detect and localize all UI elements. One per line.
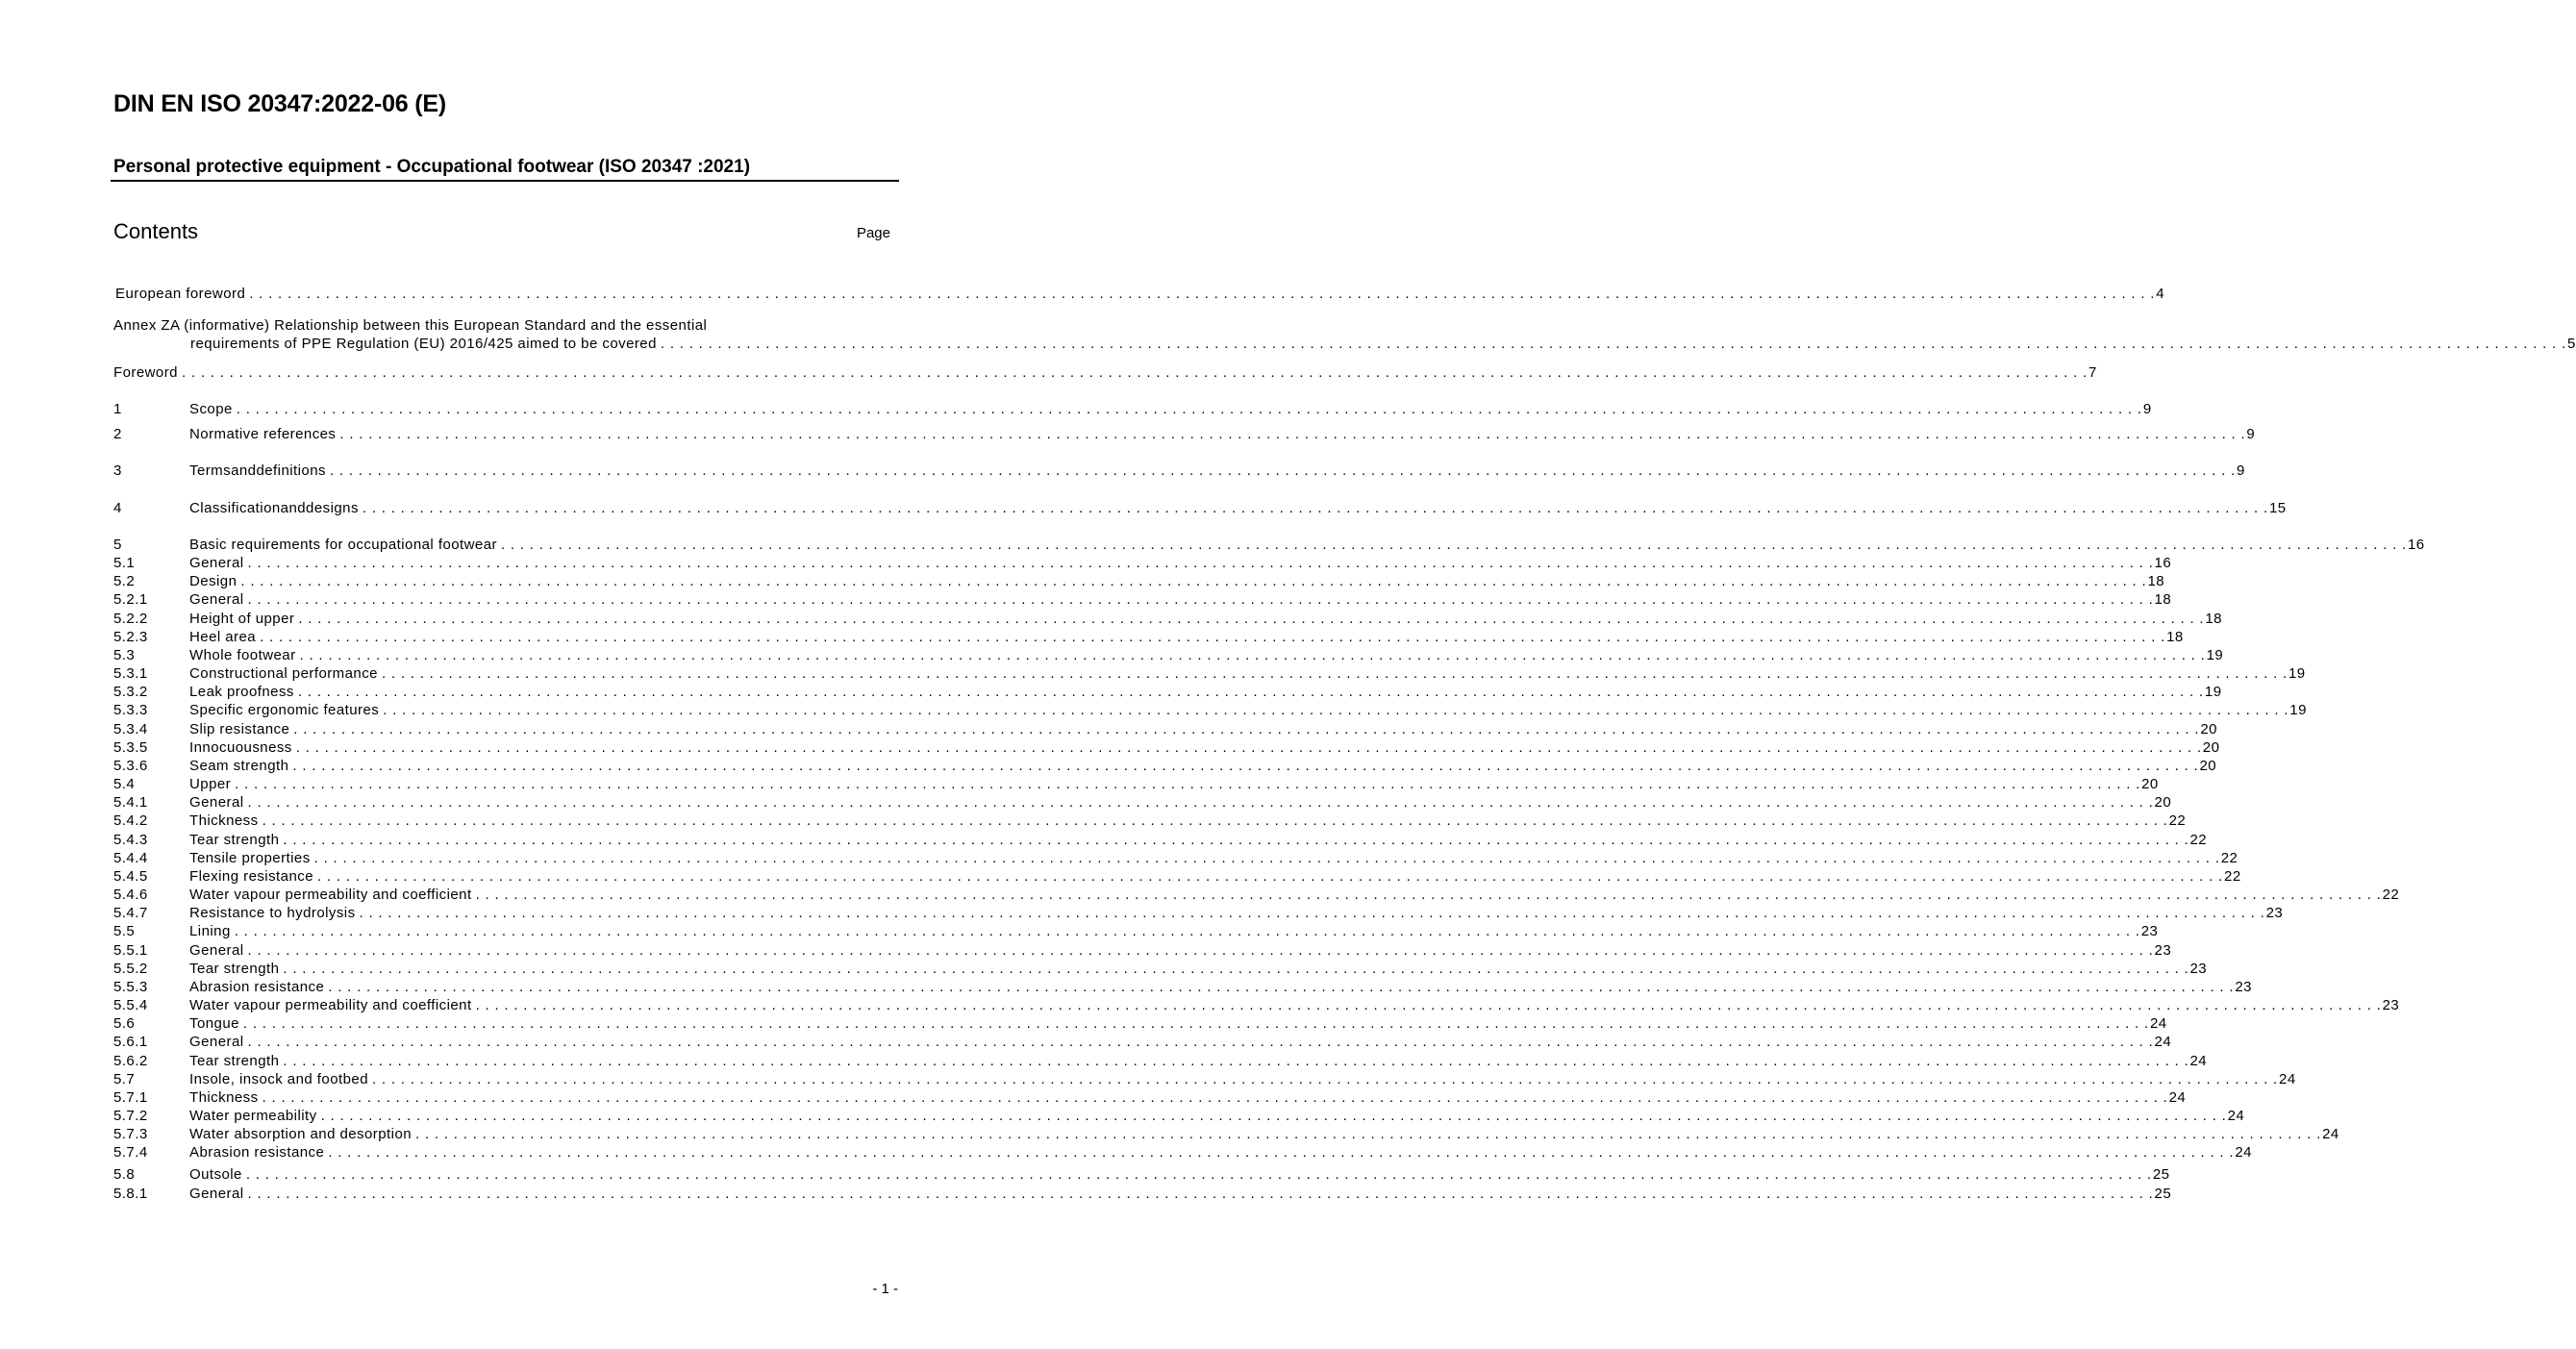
toc-entry[interactable] [113,1185,2172,1203]
toc-entry-page: 18 [2154,591,2172,608]
toc-entry[interactable] [113,683,2222,701]
toc-entry[interactable] [113,812,2187,830]
toc-entry-page: 19 [2288,665,2306,682]
toc-dot-leader: . . . . . . . . . . . . . . . . . . . . . . . . . . . . . . . . . . . . . . . . . . . . . . . . . . . . . . . . . . . . . . . . . . . . . . . . . . . . . . . . . . . . . . . . . . . . . . . . . . . . . . . . . . . . . . . . . . . . . . . . . . . . . . . . . . . . . . . . . . . . . . . . . . . . . . . . . . . . . . . . . . . . . . . . . . . . . . . . . . . . . . . . . . . . . . . . . . . . . . . . [249,286,2156,302]
toc-entry-number: 5.7.4 [113,1144,148,1161]
toc-entry-title: Abrasion resistance [189,979,325,995]
footer-page-number: - 1 - [872,1281,898,1297]
toc-entry-page: 24 [2189,1053,2208,1069]
toc-entry-number: 5.3.2 [113,684,148,700]
toc-entry-title: Foreword [113,364,178,381]
toc-dot-leader: . . . . . . . . . . . . . . . . . . . . . . . . . . . . . . . . . . . . . . . . . . . . . . . . . . . . . . . . . . . . . . . . . . . . . . . . . . . . . . . . . . . . . . . . . . . . . . . . . . . . . . . . . . . . . . . . . . . . . . . . . . . . . . . . . . . . . . . . . . . . . . . . . . . . . . . . . . . . . . . . . . . . . . . . . . . . . . . . . . . . . . . . . . . . . . . . . . . . . . . . [247,555,2154,571]
toc-entry[interactable] [113,363,2097,382]
toc-entry[interactable] [113,922,2159,940]
toc-entry-title: Water absorption and desorption [189,1126,413,1142]
toc-entry-page: 24 [2279,1071,2296,1087]
toc-entry-title: European foreword [115,286,246,302]
toc-dot-leader: . . . . . . . . . . . . . . . . . . . . . . . . . . . . . . . . . . . . . . . . . . . . . . . . . . . . . . . . . . . . . . . . . . . . . . . . . . . . . . . . . . . . . . . . . . . . . . . . . . . . . . . . . . . . . . . . . . . . . . . . . . . . . . . . . . . . . . . . . . . . . . . . . . . . . . . . . . . . . . . . . . . . . . . . . . . . . . . . . . . . . . . . . . . . . . . . . . . . . . . . [181,364,2088,381]
toc-entry[interactable] [113,610,2222,628]
toc-entry[interactable] [113,1033,2172,1051]
toc-dot-leader: . . . . . . . . . . . . . . . . . . . . . . . . . . . . . . . . . . . . . . . . . . . . . . . . . . . . . . . . . . . . . . . . . . . . . . . . . . . . . . . . . . . . . . . . . . . . . . . . . . . . . . . . . . . . . . . . . . . . . . . . . . . . . . . . . . . . . . . . . . . . . . . . . . . . . . . . . . . . . . . . . . . . . . . . . . . . . . . . . . . . . . . . . . . . . . . . . . . . . . . . [283,832,2189,848]
toc-entry[interactable] [113,849,2238,867]
toc-entry[interactable] [113,1088,2187,1107]
toc-entry-page: 4 [2156,286,2165,302]
toc-entry-number: 5.4.6 [113,887,148,903]
toc-entry-number: 5.8 [113,1166,136,1183]
toc-entry[interactable] [115,285,2165,303]
toc-entry[interactable] [113,886,2400,904]
page-column-heading: Page [856,225,890,241]
toc-entry-page: 22 [2168,812,2187,829]
toc-entry-title: Scope [189,401,233,417]
toc-entry-title: Tear strength [189,832,280,848]
toc-entry-page: 23 [2189,961,2208,977]
toc-entry[interactable] [113,628,2184,646]
toc-entry-page: 19 [2289,702,2307,718]
toc-entry[interactable] [113,1014,2167,1033]
toc-entry-page: 9 [2237,462,2245,479]
toc-dot-leader: . . . . . . . . . . . . . . . . . . . . . . . . . . . . . . . . . . . . . . . . . . . . . . . . . . . . . . . . . . . . . . . . . . . . . . . . . . . . . . . . . . . . . . . . . . . . . . . . . . . . . . . . . . . . . . . . . . . . . . . . . . . . . . . . . . . . . . . . . . . . . . . . . . . . . . . . . . . . . . . . . . . . . . . . . . . . . . . . . . . . . . . . . . . . . . . . . . . . . . . . [328,1144,2235,1161]
toc-entry-number: 5.7.3 [113,1126,148,1142]
toc-entry-title: Tongue [189,1015,239,1032]
toc-entry-page: 23 [2382,997,2400,1013]
toc-dot-leader: . . . . . . . . . . . . . . . . . . . . . . . . . . . . . . . . . . . . . . . . . . . . . . . . . . . . . . . . . . . . . . . . . . . . . . . . . . . . . . . . . . . . . . . . . . . . . . . . . . . . . . . . . . . . . . . . . . . . . . . . . . . . . . . . . . . . . . . . . . . . . . . . . . . . . . . . . . . . . . . . . . . . . . . . . . . . . . . . . . . . . . . . . . . . . . . . . . . . . . . . [475,887,2382,903]
toc-dot-leader: . . . . . . . . . . . . . . . . . . . . . . . . . . . . . . . . . . . . . . . . . . . . . . . . . . . . . . . . . . . . . . . . . . . . . . . . . . . . . . . . . . . . . . . . . . . . . . . . . . . . . . . . . . . . . . . . . . . . . . . . . . . . . . . . . . . . . . . . . . . . . . . . . . . . . . . . . . . . . . . . . . . . . . . . . . . . . . . . . . . . . . . . . . . . . . . . . . . . . . . . [247,794,2154,811]
toc-entry[interactable] [113,701,2307,719]
toc-entry[interactable] [113,720,2217,738]
toc-entry-number: 5.2.2 [113,611,148,627]
toc-dot-leader: . . . . . . . . . . . . . . . . . . . . . . . . . . . . . . . . . . . . . . . . . . . . . . . . . . . . . . . . . . . . . . . . . . . . . . . . . . . . . . . . . . . . . . . . . . . . . . . . . . . . . . . . . . . . . . . . . . . . . . . . . . . . . . . . . . . . . . . . . . . . . . . . . . . . . . . . . . . . . . . . . . . . . . . . . . . . . . . . . . . . . . . . . . . . . . . . . . . . . . . . [240,573,2147,589]
toc-entry-number: 5.3.6 [113,758,148,774]
toc-entry-page: 22 [2382,887,2400,903]
toc-dot-leader: . . . . . . . . . . . . . . . . . . . . . . . . . . . . . . . . . . . . . . . . . . . . . . . . . . . . . . . . . . . . . . . . . . . . . . . . . . . . . . . . . . . . . . . . . . . . . . . . . . . . . . . . . . . . . . . . . . . . . . . . . . . . . . . . . . . . . . . . . . . . . . . . . . . . . . . . . . . . . . . . . . . . . . . . . . . . . . . . . . . . . . . . . . . . . . . . . . . . . . . . [372,1071,2279,1087]
contents-heading: Contents [113,219,199,243]
toc-entry-title-line1: Annex ZA (informative) Relationship between this European Standard and the essential [113,317,708,334]
toc-entry-title: General [189,794,244,811]
toc-entry-page: 5 [2566,336,2576,352]
toc-entry-title: Constructional performance [189,665,378,682]
toc-entry-title: Classificationanddesigns [189,500,359,516]
toc-entry-number: 5.1 [113,555,136,571]
toc-entry-title: Innocuousness [189,739,292,756]
toc-entry-page: 23 [2140,923,2159,939]
toc-entry-number: 5.5.2 [113,961,148,977]
toc-entry[interactable] [113,793,2172,812]
toc-dot-leader: . . . . . . . . . . . . . . . . . . . . . . . . . . . . . . . . . . . . . . . . . . . . . . . . . . . . . . . . . . . . . . . . . . . . . . . . . . . . . . . . . . . . . . . . . . . . . . . . . . . . . . . . . . . . . . . . . . . . . . . . . . . . . . . . . . . . . . . . . . . . . . . . . . . . . . . . . . . . . . . . . . . . . . . . . . . . . . . . . . . . . . . . . . . . . . . . . . . . . . . . [329,462,2236,479]
toc-entry-number: 5.4.2 [113,812,148,829]
toc-entry-number: 5.5.1 [113,942,148,959]
toc-entry[interactable] [113,499,2287,517]
toc-entry[interactable] [113,335,2576,353]
toc-entry-title: Tear strength [189,1053,280,1069]
toc-entry-number: 5.4.1 [113,794,148,811]
toc-entry[interactable] [113,941,2172,960]
toc-entry-page: 19 [2204,684,2222,700]
toc-entry-number: 5.6 [113,1015,136,1032]
toc-dot-leader: . . . . . . . . . . . . . . . . . . . . . . . . . . . . . . . . . . . . . . . . . . . . . . . . . . . . . . . . . . . . . . . . . . . . . . . . . . . . . . . . . . . . . . . . . . . . . . . . . . . . . . . . . . . . . . . . . . . . . . . . . . . . . . . . . . . . . . . . . . . . . . . . . . . . . . . . . . . . . . . . . . . . . . . . . . . . . . . . . . . . . . . . . . . . . . . . . . . . . . . . [292,758,2199,774]
toc-entry-page: 24 [2227,1108,2245,1124]
toc-entry-number: 5.3.5 [113,739,148,756]
document-subtitle: Personal protective equipment - Occupational footwear (ISO 20347 :2021) [113,157,751,177]
toc-entry-page: 7 [2088,364,2097,381]
toc-dot-leader: . . . . . . . . . . . . . . . . . . . . . . . . . . . . . . . . . . . . . . . . . . . . . . . . . . . . . . . . . . . . . . . . . . . . . . . . . . . . . . . . . . . . . . . . . . . . . . . . . . . . . . . . . . . . . . . . . . . . . . . . . . . . . . . . . . . . . . . . . . . . . . . . . . . . . . . . . . . . . . . . . . . . . . . . . . . . . . . . . . . . . . . . . . . . . . . . . . . . . . . . [283,1053,2189,1069]
toc-entry[interactable] [113,1143,2252,1162]
toc-entry[interactable] [113,572,2165,590]
toc-entry-title: General [189,1186,244,1202]
toc-entry-number: 5.4.5 [113,868,148,885]
toc-entry-title: Specific ergonomic features [189,702,380,718]
title-rule [111,180,899,182]
toc-entry-number: 5.4.7 [113,905,148,921]
toc-entry[interactable] [113,425,2256,443]
toc-entry[interactable] [113,664,2306,683]
toc-entry[interactable] [113,536,2425,554]
toc-entry[interactable] [113,646,2224,664]
toc-dot-leader: . . . . . . . . . . . . . . . . . . . . . . . . . . . . . . . . . . . . . . . . . . . . . . . . . . . . . . . . . . . . . . . . . . . . . . . . . . . . . . . . . . . . . . . . . . . . . . . . . . . . . . . . . . . . . . . . . . . . . . . . . . . . . . . . . . . . . . . . . . . . . . . . . . . . . . . . . . . . . . . . . . . . . . . . . . . . . . . . . . . . . . . . . . . . . . . . . . . . . . . . [260,629,2166,645]
toc-dot-leader: . . . . . . . . . . . . . . . . . . . . . . . . . . . . . . . . . . . . . . . . . . . . . . . . . . . . . . . . . . . . . . . . . . . . . . . . . . . . . . . . . . . . . . . . . . . . . . . . . . . . . . . . . . . . . . . . . . . . . . . . . . . . . . . . . . . . . . . . . . . . . . . . . . . . . . . . . . . . . . . . . . . . . . . . . . . . . . . . . . . . . . . . . . . . . . . . . . . . . . . . [500,537,2407,553]
toc-entry-title: Resistance to hydrolysis [189,905,356,921]
toc-entry-number: 5.8.1 [113,1186,148,1202]
toc-entry-page: 22 [2189,832,2208,848]
toc-entry-number: 5.2.1 [113,591,148,608]
toc-entry-title: Slip resistance [189,721,290,737]
toc-entry-title: Normative references [189,426,337,442]
toc-dot-leader: . . . . . . . . . . . . . . . . . . . . . . . . . . . . . . . . . . . . . . . . . . . . . . . . . . . . . . . . . . . . . . . . . . . . . . . . . . . . . . . . . . . . . . . . . . . . . . . . . . . . . . . . . . . . . . . . . . . . . . . . . . . . . . . . . . . . . . . . . . . . . . . . . . . . . . . . . . . . . . . . . . . . . . . . . . . . . . . . . . . . . . . . . . . . . . . . . . . . . . . . [245,1166,2152,1183]
toc-dot-leader: . . . . . . . . . . . . . . . . . . . . . . . . . . . . . . . . . . . . . . . . . . . . . . . . . . . . . . . . . . . . . . . . . . . . . . . . . . . . . . . . . . . . . . . . . . . . . . . . . . . . . . . . . . . . . . . . . . . . . . . . . . . . . . . . . . . . . . . . . . . . . . . . . . . . . . . . . . . . . . . . . . . . . . . . . . . . . . . . . . . . . . . . . . . . . . . . . . . . . . . . [298,611,2205,627]
toc-dot-leader: . . . . . . . . . . . . . . . . . . . . . . . . . . . . . . . . . . . . . . . . . . . . . . . . . . . . . . . . . . . . . . . . . . . . . . . . . . . . . . . . . . . . . . . . . . . . . . . . . . . . . . . . . . . . . . . . . . . . . . . . . . . . . . . . . . . . . . . . . . . . . . . . . . . . . . . . . . . . . . . . . . . . . . . . . . . . . . . . . . . . . . . . . . . . . . . . . . . . . . . . [359,905,2265,921]
toc-entry-number: 5.7 [113,1071,136,1087]
toc-entry[interactable] [113,960,2208,978]
toc-dot-leader: . . . . . . . . . . . . . . . . . . . . . . . . . . . . . . . . . . . . . . . . . . . . . . . . . . . . . . . . . . . . . . . . . . . . . . . . . . . . . . . . . . . . . . . . . . . . . . . . . . . . . . . . . . . . . . . . . . . . . . . . . . . . . . . . . . . . . . . . . . . . . . . . . . . . . . . . . . . . . . . . . . . . . . . . . . . . . . . . . . . . . . . . . . . . . . . . . . . . . . . . [320,1108,2227,1124]
toc-entry-page: 24 [2168,1089,2187,1106]
toc-entry-title: Whole footwear [189,647,296,663]
document-title: DIN EN ISO 20347:2022-06 (E) [113,90,446,117]
toc-entry-page: 16 [2408,537,2425,553]
toc-entry-title: Tear strength [189,961,280,977]
toc-entry[interactable] [113,775,2159,793]
toc-entry[interactable] [113,1052,2208,1070]
toc-entry-number: 5.5.3 [113,979,148,995]
toc-dot-leader: . . . . . . . . . . . . . . . . . . . . . . . . . . . . . . . . . . . . . . . . . . . . . . . . . . . . . . . . . . . . . . . . . . . . . . . . . . . . . . . . . . . . . . . . . . . . . . . . . . . . . . . . . . . . . . . . . . . . . . . . . . . . . . . . . . . . . . . . . . . . . . . . . . . . . . . . . . . . . . . . . . . . . . . . . . . . . . . . . . . . . . . . . . . . . . . . . . . . . . . . [317,868,2224,885]
toc-entry-page: 20 [2202,739,2220,756]
toc-entry-title: Water permeability [189,1108,317,1124]
toc-entry-page: 23 [2154,942,2172,959]
toc-dot-leader: . . . . . . . . . . . . . . . . . . . . . . . . . . . . . . . . . . . . . . . . . . . . . . . . . . . . . . . . . . . . . . . . . . . . . . . . . . . . . . . . . . . . . . . . . . . . . . . . . . . . . . . . . . . . . . . . . . . . . . . . . . . . . . . . . . . . . . . . . . . . . . . . . . . . . . . . . . . . . . . . . . . . . . . . . . . . . . . . . . . . . . . . . . . . . . . . . . . . . . . . [660,336,2566,352]
toc-entry-number: 5.6.1 [113,1034,148,1050]
toc-entry-page: 25 [2154,1186,2172,1202]
toc-entry-page: 16 [2154,555,2172,571]
toc-dot-leader: . . . . . . . . . . . . . . . . . . . . . . . . . . . . . . . . . . . . . . . . . . . . . . . . . . . . . . . . . . . . . . . . . . . . . . . . . . . . . . . . . . . . . . . . . . . . . . . . . . . . . . . . . . . . . . . . . . . . . . . . . . . . . . . . . . . . . . . . . . . . . . . . . . . . . . . . . . . . . . . . . . . . . . . . . . . . . . . . . . . . . . . . . . . . . . . . . . . . . . . . [415,1126,2322,1142]
toc-dot-leader: . . . . . . . . . . . . . . . . . . . . . . . . . . . . . . . . . . . . . . . . . . . . . . . . . . . . . . . . . . . . . . . . . . . . . . . . . . . . . . . . . . . . . . . . . . . . . . . . . . . . . . . . . . . . . . . . . . . . . . . . . . . . . . . . . . . . . . . . . . . . . . . . . . . . . . . . . . . . . . . . . . . . . . . . . . . . . . . . . . . . . . . . . . . . . . . . . . . . . . . . [283,961,2189,977]
toc-dot-leader: . . . . . . . . . . . . . . . . . . . . . . . . . . . . . . . . . . . . . . . . . . . . . . . . . . . . . . . . . . . . . . . . . . . . . . . . . . . . . . . . . . . . . . . . . . . . . . . . . . . . . . . . . . . . . . . . . . . . . . . . . . . . . . . . . . . . . . . . . . . . . . . . . . . . . . . . . . . . . . . . . . . . . . . . . . . . . . . . . . . . . . . . . . . . . . . . . . . . . . . . [247,591,2154,608]
toc-entry-page: 9 [2142,401,2152,417]
toc-dot-leader: . . . . . . . . . . . . . . . . . . . . . . . . . . . . . . . . . . . . . . . . . . . . . . . . . . . . . . . . . . . . . . . . . . . . . . . . . . . . . . . . . . . . . . . . . . . . . . . . . . . . . . . . . . . . . . . . . . . . . . . . . . . . . . . . . . . . . . . . . . . . . . . . . . . . . . . . . . . . . . . . . . . . . . . . . . . . . . . . . . . . . . . . . . . . . . . . . . . . . . . . [299,647,2206,663]
toc-entry-page: 23 [2265,905,2284,921]
toc-entry-title: General [189,942,244,959]
toc-dot-leader: . . . . . . . . . . . . . . . . . . . . . . . . . . . . . . . . . . . . . . . . . . . . . . . . . . . . . . . . . . . . . . . . . . . . . . . . . . . . . . . . . . . . . . . . . . . . . . . . . . . . . . . . . . . . . . . . . . . . . . . . . . . . . . . . . . . . . . . . . . . . . . . . . . . . . . . . . . . . . . . . . . . . . . . . . . . . . . . . . . . . . . . . . . . . . . . . . . . . . . . . [383,702,2289,718]
toc-entry-title: Height of upper [189,611,295,627]
toc-entry-number: 1 [113,401,122,417]
toc-entry-page: 20 [2141,776,2159,792]
toc-entry[interactable] [113,996,2400,1014]
toc-dot-leader: . . . . . . . . . . . . . . . . . . . . . . . . . . . . . . . . . . . . . . . . . . . . . . . . . . . . . . . . . . . . . . . . . . . . . . . . . . . . . . . . . . . . . . . . . . . . . . . . . . . . . . . . . . . . . . . . . . . . . . . . . . . . . . . . . . . . . . . . . . . . . . . . . . . . . . . . . . . . . . . . . . . . . . . . . . . . . . . . . . . . . . . . . . . . . . . . . . . . . . . . [262,1089,2168,1106]
toc-dot-leader: . . . . . . . . . . . . . . . . . . . . . . . . . . . . . . . . . . . . . . . . . . . . . . . . . . . . . . . . . . . . . . . . . . . . . . . . . . . . . . . . . . . . . . . . . . . . . . . . . . . . . . . . . . . . . . . . . . . . . . . . . . . . . . . . . . . . . . . . . . . . . . . . . . . . . . . . . . . . . . . . . . . . . . . . . . . . . . . . . . . . . . . . . . . . . . . . . . . . . . . . [297,684,2204,700]
toc-entry-number: 5.6.2 [113,1053,148,1069]
toc-entry-number: 5.7.2 [113,1108,148,1124]
toc-entry-title: Termsanddefinitions [189,462,326,479]
toc-entry-title: Design [189,573,238,589]
toc-entry-title: Basic requirements for occupational footwear [189,537,497,553]
toc-entry-title: Abrasion resistance [189,1144,325,1161]
toc-dot-leader: . . . . . . . . . . . . . . . . . . . . . . . . . . . . . . . . . . . . . . . . . . . . . . . . . . . . . . . . . . . . . . . . . . . . . . . . . . . . . . . . . . . . . . . . . . . . . . . . . . . . . . . . . . . . . . . . . . . . . . . . . . . . . . . . . . . . . . . . . . . . . . . . . . . . . . . . . . . . . . . . . . . . . . . . . . . . . . . . . . . . . . . . . . . . . . . . . . . . . . . . [313,850,2220,866]
toc-dot-leader: . . . . . . . . . . . . . . . . . . . . . . . . . . . . . . . . . . . . . . . . . . . . . . . . . . . . . . . . . . . . . . . . . . . . . . . . . . . . . . . . . . . . . . . . . . . . . . . . . . . . . . . . . . . . . . . . . . . . . . . . . . . . . . . . . . . . . . . . . . . . . . . . . . . . . . . . . . . . . . . . . . . . . . . . . . . . . . . . . . . . . . . . . . . . . . . . . . . . . . . . [381,665,2288,682]
toc-dot-leader: . . . . . . . . . . . . . . . . . . . . . . . . . . . . . . . . . . . . . . . . . . . . . . . . . . . . . . . . . . . . . . . . . . . . . . . . . . . . . . . . . . . . . . . . . . . . . . . . . . . . . . . . . . . . . . . . . . . . . . . . . . . . . . . . . . . . . . . . . . . . . . . . . . . . . . . . . . . . . . . . . . . . . . . . . . . . . . . . . . . . . . . . . . . . . . . . . . . . . . . . [475,997,2382,1013]
toc-dot-leader: . . . . . . . . . . . . . . . . . . . . . . . . . . . . . . . . . . . . . . . . . . . . . . . . . . . . . . . . . . . . . . . . . . . . . . . . . . . . . . . . . . . . . . . . . . . . . . . . . . . . . . . . . . . . . . . . . . . . . . . . . . . . . . . . . . . . . . . . . . . . . . . . . . . . . . . . . . . . . . . . . . . . . . . . . . . . . . . . . . . . . . . . . . . . . . . . . . . . . . . . [295,739,2202,756]
toc-dot-leader: . . . . . . . . . . . . . . . . . . . . . . . . . . . . . . . . . . . . . . . . . . . . . . . . . . . . . . . . . . . . . . . . . . . . . . . . . . . . . . . . . . . . . . . . . . . . . . . . . . . . . . . . . . . . . . . . . . . . . . . . . . . . . . . . . . . . . . . . . . . . . . . . . . . . . . . . . . . . . . . . . . . . . . . . . . . . . . . . . . . . . . . . . . . . . . . . . . . . . . . . [236,401,2142,417]
toc-entry-page: 24 [2235,1144,2252,1161]
toc-entry-page: 15 [2268,500,2287,516]
toc-entry-number: 5 [113,537,122,553]
toc-entry-title: Upper [189,776,232,792]
toc-entry-title: Tensile properties [189,850,311,866]
toc-entry-page: 24 [2322,1126,2339,1142]
toc-entry[interactable] [113,757,2217,775]
toc-entry[interactable] [113,554,2172,572]
toc-entry-page: 20 [2154,794,2172,811]
toc-entry-page: 20 [2200,721,2217,737]
toc-entry-number: 2 [113,426,122,442]
toc-entry-number: 5.4 [113,776,136,792]
toc-dot-leader: . . . . . . . . . . . . . . . . . . . . . . . . . . . . . . . . . . . . . . . . . . . . . . . . . . . . . . . . . . . . . . . . . . . . . . . . . . . . . . . . . . . . . . . . . . . . . . . . . . . . . . . . . . . . . . . . . . . . . . . . . . . . . . . . . . . . . . . . . . . . . . . . . . . . . . . . . . . . . . . . . . . . . . . . . . . . . . . . . . . . . . . . . . . . . . . . . . . . . . . . [247,1186,2154,1202]
toc-entry-title: Leak proofness [189,684,294,700]
toc-dot-leader: . . . . . . . . . . . . . . . . . . . . . . . . . . . . . . . . . . . . . . . . . . . . . . . . . . . . . . . . . . . . . . . . . . . . . . . . . . . . . . . . . . . . . . . . . . . . . . . . . . . . . . . . . . . . . . . . . . . . . . . . . . . . . . . . . . . . . . . . . . . . . . . . . . . . . . . . . . . . . . . . . . . . . . . . . . . . . . . . . . . . . . . . . . . . . . . . . . . . . . . . [247,942,2154,959]
toc-dot-leader: . . . . . . . . . . . . . . . . . . . . . . . . . . . . . . . . . . . . . . . . . . . . . . . . . . . . . . . . . . . . . . . . . . . . . . . . . . . . . . . . . . . . . . . . . . . . . . . . . . . . . . . . . . . . . . . . . . . . . . . . . . . . . . . . . . . . . . . . . . . . . . . . . . . . . . . . . . . . . . . . . . . . . . . . . . . . . . . . . . . . . . . . . . . . . . . . . . . . . . . . [362,500,2268,516]
toc-entry[interactable] [113,831,2208,849]
toc-dot-leader: . . . . . . . . . . . . . . . . . . . . . . . . . . . . . . . . . . . . . . . . . . . . . . . . . . . . . . . . . . . . . . . . . . . . . . . . . . . . . . . . . . . . . . . . . . . . . . . . . . . . . . . . . . . . . . . . . . . . . . . . . . . . . . . . . . . . . . . . . . . . . . . . . . . . . . . . . . . . . . . . . . . . . . . . . . . . . . . . . . . . . . . . . . . . . . . . . . . . . . . . [262,812,2168,829]
toc-entry-page: 20 [2199,758,2217,774]
toc-entry-title: Outsole [189,1166,242,1183]
toc-entry-page: 25 [2152,1166,2170,1183]
toc-entry-number: 5.3 [113,647,136,663]
toc-entry[interactable] [113,590,2172,609]
toc-dot-leader: . . . . . . . . . . . . . . . . . . . . . . . . . . . . . . . . . . . . . . . . . . . . . . . . . . . . . . . . . . . . . . . . . . . . . . . . . . . . . . . . . . . . . . . . . . . . . . . . . . . . . . . . . . . . . . . . . . . . . . . . . . . . . . . . . . . . . . . . . . . . . . . . . . . . . . . . . . . . . . . . . . . . . . . . . . . . . . . . . . . . . . . . . . . . . . . . . . . . . . . . [247,1034,2154,1050]
toc-entry-number: 5.3.4 [113,721,148,737]
toc-entry-number: 4 [113,500,122,516]
toc-dot-leader: . . . . . . . . . . . . . . . . . . . . . . . . . . . . . . . . . . . . . . . . . . . . . . . . . . . . . . . . . . . . . . . . . . . . . . . . . . . . . . . . . . . . . . . . . . . . . . . . . . . . . . . . . . . . . . . . . . . . . . . . . . . . . . . . . . . . . . . . . . . . . . . . . . . . . . . . . . . . . . . . . . . . . . . . . . . . . . . . . . . . . . . . . . . . . . . . . . . . . . . . [339,426,2246,442]
toc-entry[interactable] [113,1125,2339,1143]
toc-entry-number: 5.7.1 [113,1089,148,1106]
toc-entry-page: 18 [2147,573,2165,589]
toc-entry[interactable] [113,738,2220,757]
toc-entry-title: General [189,1034,244,1050]
toc-entry-title: Flexing resistance [189,868,313,885]
toc-dot-leader: . . . . . . . . . . . . . . . . . . . . . . . . . . . . . . . . . . . . . . . . . . . . . . . . . . . . . . . . . . . . . . . . . . . . . . . . . . . . . . . . . . . . . . . . . . . . . . . . . . . . . . . . . . . . . . . . . . . . . . . . . . . . . . . . . . . . . . . . . . . . . . . . . . . . . . . . . . . . . . . . . . . . . . . . . . . . . . . . . . . . . . . . . . . . . . . . . . . . . . . . [234,923,2140,939]
toc-entry-number: 3 [113,462,122,479]
toc-entry[interactable] [113,867,2241,886]
toc-dot-leader: . . . . . . . . . . . . . . . . . . . . . . . . . . . . . . . . . . . . . . . . . . . . . . . . . . . . . . . . . . . . . . . . . . . . . . . . . . . . . . . . . . . . . . . . . . . . . . . . . . . . . . . . . . . . . . . . . . . . . . . . . . . . . . . . . . . . . . . . . . . . . . . . . . . . . . . . . . . . . . . . . . . . . . . . . . . . . . . . . . . . . . . . . . . . . . . . . . . . . . . . [328,979,2235,995]
toc-entry-number: 5.4.4 [113,850,148,866]
toc-entry-number: 5.5.4 [113,997,148,1013]
toc-entry-page: 9 [2246,426,2256,442]
toc-entry-number: 5.5 [113,923,136,939]
toc-entry-title: Seam strength [189,758,289,774]
toc-entry-title: General [189,555,244,571]
toc-entry-page: 23 [2235,979,2252,995]
toc-entry-page: 18 [2205,611,2222,627]
toc-entry-title: Insole, insock and footbed [189,1071,368,1087]
toc-entry-number: 5.2.3 [113,629,148,645]
toc-entry-title: General [189,591,244,608]
toc-entry-page: 24 [2154,1034,2172,1050]
toc-entry[interactable] [113,1107,2245,1125]
toc-entry-page: 19 [2206,647,2224,663]
toc-entry-page: 22 [2224,868,2241,885]
toc-entry-title: requirements of PPE Regulation (EU) 2016/425 aimed to be covered [190,336,657,352]
toc-entry-title: Thickness [189,812,259,829]
toc-entry[interactable] [113,1165,2170,1184]
toc-entry[interactable] [113,904,2284,922]
toc-entry-number: 5.3.1 [113,665,148,682]
toc-entry-title: Water vapour permeability and coefficient [189,997,472,1013]
toc-entry[interactable] [113,400,2152,418]
toc-entry-title: Lining [189,923,231,939]
toc-entry-page: 22 [2220,850,2238,866]
toc-entry[interactable] [113,978,2252,996]
toc-entry-page: 18 [2166,629,2184,645]
toc-entry-number: 5.3.3 [113,702,148,718]
toc-entry-title: Thickness [189,1089,259,1106]
toc-entry-title: Heel area [189,629,257,645]
toc-entry[interactable] [113,1070,2296,1088]
toc-entry-page: 24 [2149,1015,2167,1032]
toc-dot-leader: . . . . . . . . . . . . . . . . . . . . . . . . . . . . . . . . . . . . . . . . . . . . . . . . . . . . . . . . . . . . . . . . . . . . . . . . . . . . . . . . . . . . . . . . . . . . . . . . . . . . . . . . . . . . . . . . . . . . . . . . . . . . . . . . . . . . . . . . . . . . . . . . . . . . . . . . . . . . . . . . . . . . . . . . . . . . . . . . . . . . . . . . . . . . . . . . . . . . . . . . [235,776,2141,792]
toc-entry-title: Water vapour permeability and coefficient [189,887,472,903]
toc-dot-leader: . . . . . . . . . . . . . . . . . . . . . . . . . . . . . . . . . . . . . . . . . . . . . . . . . . . . . . . . . . . . . . . . . . . . . . . . . . . . . . . . . . . . . . . . . . . . . . . . . . . . . . . . . . . . . . . . . . . . . . . . . . . . . . . . . . . . . . . . . . . . . . . . . . . . . . . . . . . . . . . . . . . . . . . . . . . . . . . . . . . . . . . . . . . . . . . . . . . . . . . . [242,1015,2149,1032]
toc-entry[interactable] [113,462,2245,480]
toc-entry-number: 5.2 [113,573,136,589]
toc-entry-number: 5.4.3 [113,832,148,848]
toc-dot-leader: . . . . . . . . . . . . . . . . . . . . . . . . . . . . . . . . . . . . . . . . . . . . . . . . . . . . . . . . . . . . . . . . . . . . . . . . . . . . . . . . . . . . . . . . . . . . . . . . . . . . . . . . . . . . . . . . . . . . . . . . . . . . . . . . . . . . . . . . . . . . . . . . . . . . . . . . . . . . . . . . . . . . . . . . . . . . . . . . . . . . . . . . . . . . . . . . . . . . . . . . [293,721,2200,737]
